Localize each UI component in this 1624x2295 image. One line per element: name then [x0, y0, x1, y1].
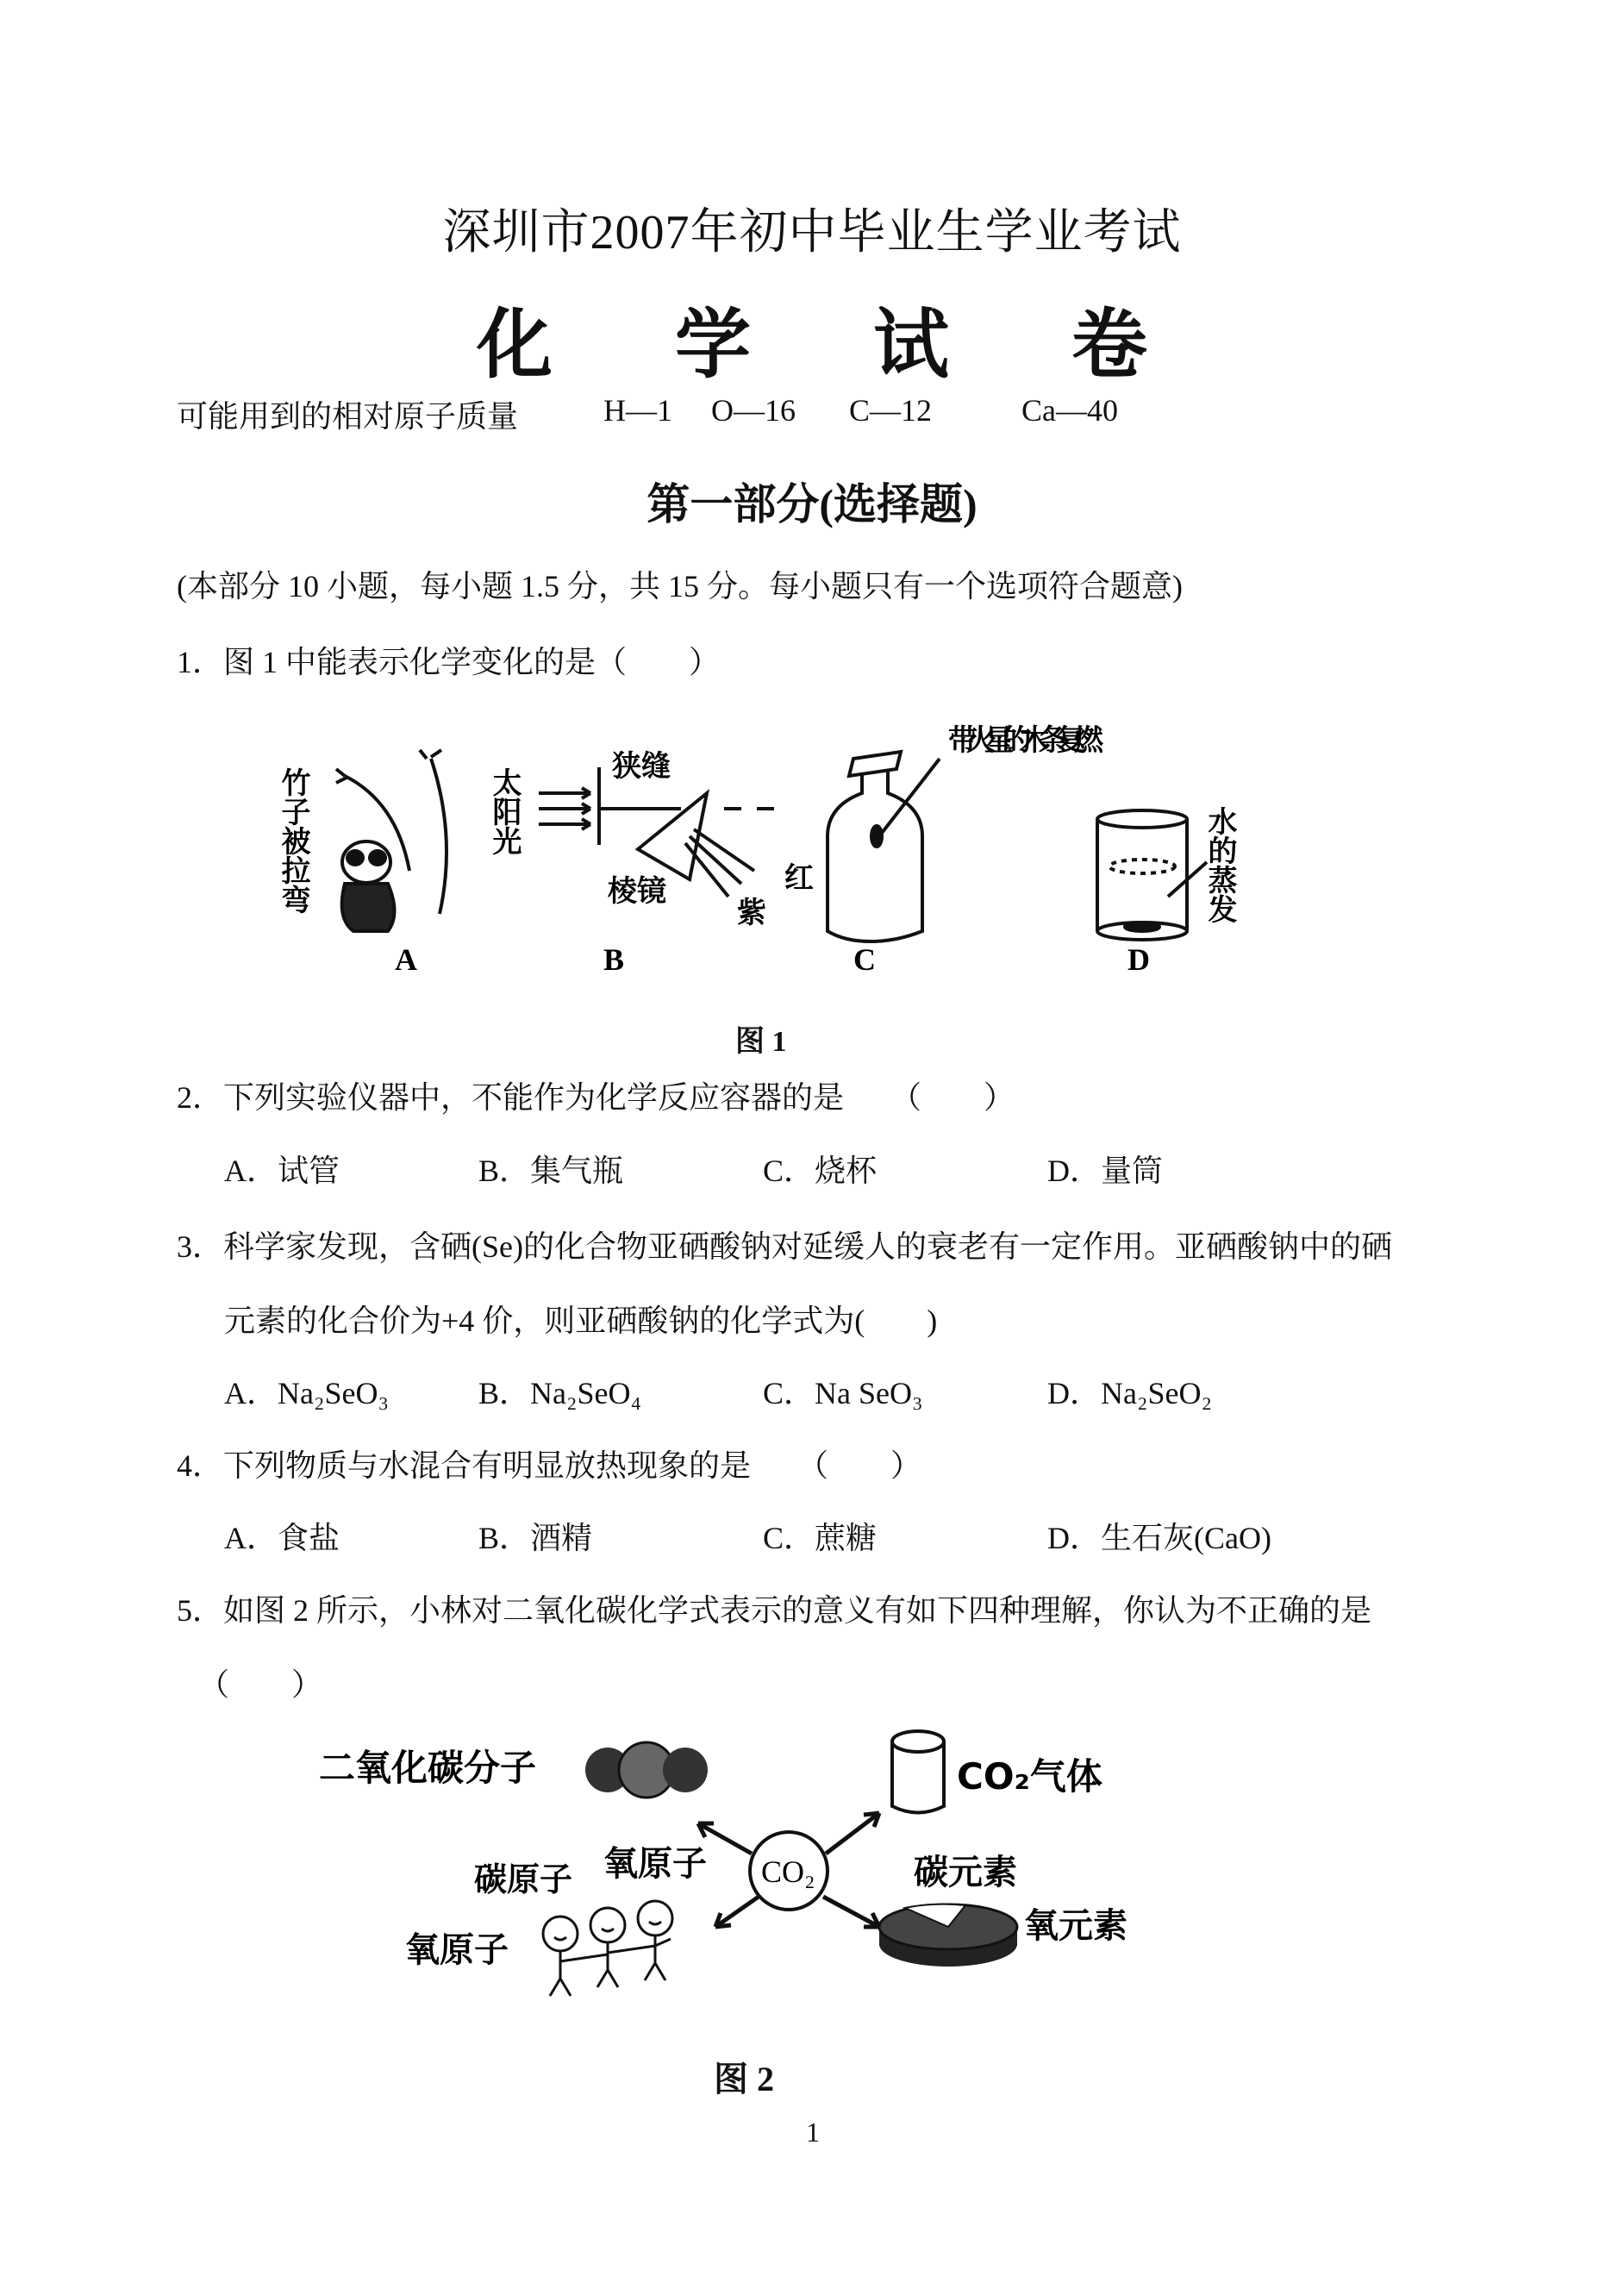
- figure-2-atom-figures: [543, 1901, 672, 1996]
- question-2-option-d: D．量筒: [1047, 1154, 1163, 1188]
- question-5-line-2: （ ）: [198, 1667, 323, 1702]
- figure-1d-label: 水的蒸发: [1202, 806, 1237, 923]
- figure-2-oxygen-atom-left-label: 氧原子: [405, 1930, 509, 1970]
- figure-2-element-pie: [879, 1904, 1017, 1967]
- figure-1-letter-d: D: [1127, 942, 1150, 977]
- section-instructions: (本部分 10 小题，每小题 1.5 分，共 15 分。每小题只有一个选项符合题意): [177, 569, 1183, 603]
- figure-1-letter-c: C: [853, 942, 876, 977]
- section-title: 第一部分(选择题): [646, 480, 978, 528]
- figure-1c-label: 带火星的木条复燃: [948, 723, 1103, 758]
- figure-2-caption: 图 2: [714, 2060, 774, 2098]
- subject-title: 化 学 试 卷: [476, 304, 1199, 388]
- figure-2: [310, 1711, 1259, 2039]
- question-2-option-b: B．集气瓶: [478, 1154, 624, 1188]
- figure-2-gas-label: CO₂气体: [957, 1755, 1102, 1798]
- exam-title: 深圳市2007年初中毕业生学业考试: [442, 206, 1182, 260]
- figure-1b-slit: 狭缝: [612, 749, 671, 784]
- question-2-option-c: C．烧杯: [763, 1154, 878, 1188]
- figure-1c-bottle: [828, 752, 940, 941]
- figure-1b-sunlight: 太阳光: [487, 767, 522, 855]
- question-4-option-a: A．食盐: [224, 1521, 340, 1555]
- atomic-mass-h: H—1: [603, 393, 672, 428]
- figure-1: [259, 707, 1293, 983]
- question-4-option-d: D．生石灰(CaO): [1047, 1521, 1271, 1555]
- figure-2-center-label: CO₂: [761, 1854, 815, 1889]
- question-4-option-c: C．蔗糖: [763, 1521, 878, 1555]
- figure-1d-beaker: [1097, 810, 1207, 940]
- question-2: 2．下列实验仪器中，不能作为化学反应容器的是 （ ）: [177, 1080, 1015, 1115]
- question-2-option-a: A．试管: [224, 1154, 340, 1188]
- question-4-option-b: B．酒精: [478, 1521, 593, 1555]
- question-3-option-c: C．Na SeO₃: [763, 1376, 923, 1410]
- figure-1-letter-a: A: [395, 942, 417, 977]
- question-3-line-1: 3．科学家发现，含硒(Se)的化合物亚硒酸钠对延缓人的衰老有一定作用。亚硒酸钠中的硒: [177, 1229, 1392, 1264]
- figure-1b-prism-label: 棱镜: [608, 874, 666, 909]
- figure-2-oxygen-element-label: 氧元素: [1024, 1906, 1127, 1946]
- question-3-option-b: B．Na₂SeO₄: [478, 1376, 642, 1410]
- figure-2-carbon-element-label: 碳元素: [914, 1853, 1017, 1892]
- figure-1-letter-b: B: [603, 942, 625, 977]
- atomic-mass-o: O—16: [711, 393, 796, 428]
- figure-2-molecule-label: 二氧化碳分子: [319, 1747, 537, 1789]
- question-5-line-1: 5．如图 2 所示，小林对二氧化碳化学式表示的意义有如下四种理解，你认为不正确的是: [177, 1593, 1372, 1628]
- page-number: 1: [806, 2117, 820, 2148]
- figure-2-molecule-balls: [585, 1742, 708, 1798]
- figure-1b-purple: 紫: [737, 896, 766, 930]
- question-3-option-a: A．Na₂SeO₃: [224, 1376, 390, 1410]
- figure-1a-label: 竹子被拉弯: [276, 767, 310, 914]
- figure-2-carbon-atom-label: 碳原子: [474, 1860, 573, 1898]
- atomic-mass-ca: Ca—40: [1021, 393, 1118, 428]
- figure-1-caption: 图 1: [735, 1026, 787, 1058]
- atomic-mass-c: C—12: [849, 393, 933, 428]
- question-4: 4．下列物质与水混合有明显放热现象的是 （ ）: [177, 1448, 922, 1483]
- figure-2-gas-cylinder: [892, 1731, 944, 1813]
- atomic-mass-label: 可能用到的相对原子质量: [177, 399, 519, 434]
- figure-2-oxygen-atom-top-label: 氧原子: [603, 1844, 707, 1884]
- question-3-line-2: 元素的化合价为+4 价，则亚硒酸钠的化学式为( ): [224, 1304, 938, 1338]
- figure-1b-red: 红: [784, 861, 814, 896]
- figure-1a-panda-bamboo: [336, 750, 447, 931]
- question-3-option-d: D．Na₂SeO₂: [1047, 1376, 1213, 1410]
- question-1: 1．图 1 中能表示化学变化的是（ ）: [177, 645, 721, 679]
